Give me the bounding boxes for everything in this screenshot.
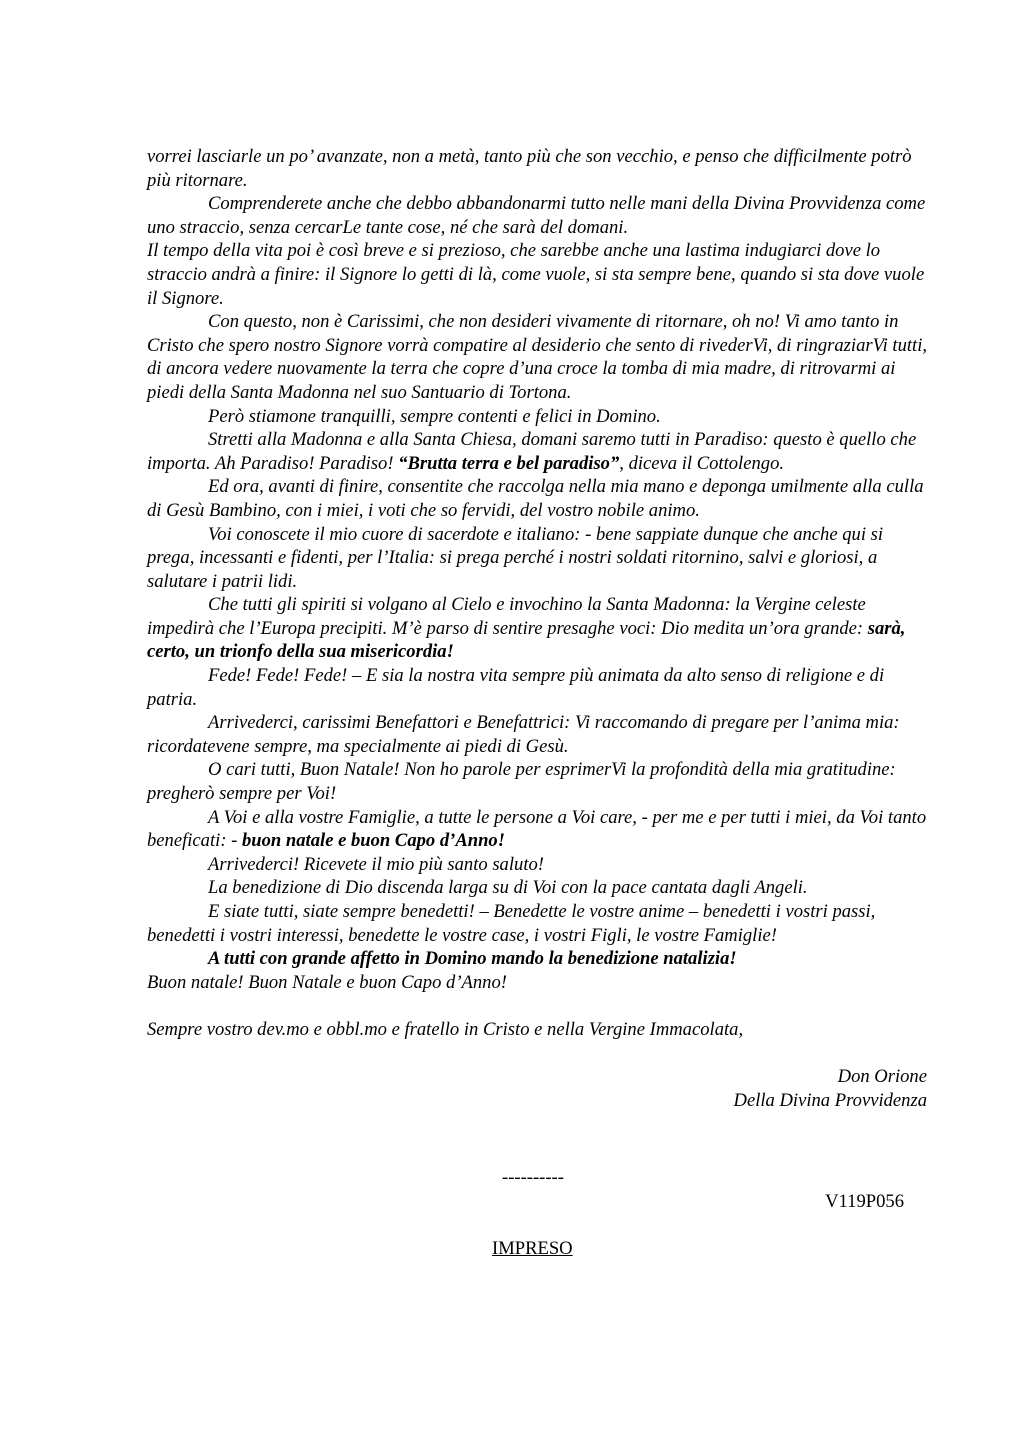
paragraph-5: Però stiamone tranquilli, sempre contenti e felici in Domino. <box>208 405 661 427</box>
paragraph-14: Arrivederci! Ricevete il mio più santo saluto! <box>208 853 544 875</box>
paragraph-13 <box>147 806 927 853</box>
paragraph-7: Ed ora, avanti di finire, consentite che raccolga nella mia mano e deponga umilmente alla culla di Gesù Bambino, con i miei, i voti che so fervidi, del vostro nobile animo. <box>147 476 924 521</box>
signature-title: Della Divina Provvidenza <box>733 1089 927 1111</box>
paragraph-9 <box>147 593 927 664</box>
paragraph-10: Fede! Fede! Fede! – E sia la nostra vita sempre più animata da alto senso di religione e di patria. <box>147 665 885 710</box>
paragraph-1: vorrei lasciarle un po’ avanzate, non a metà, tanto più che son vecchio, e penso che difficilmente potrò più ritornare. <box>147 146 912 191</box>
paragraph-9-text-a: Che tutti gli spiriti si volgano al Cielo e invochino la Santa Madonna: la Vergine celeste impedirà che l’Europa precipiti. M’è parso di sentire presaghe voci: Dio medita un’ora grande: <box>147 594 868 639</box>
paragraph-6-quote: “Brutta terra e bel paradiso” <box>398 452 620 474</box>
paragraph-2: Comprenderete anche che debbo abbandonarmi tutto nelle mani della Divina Provvidenza come uno straccio, senza cercarLe tante cose, né che sarà del domani. <box>147 193 926 238</box>
paragraph-6-text-a: Stretti alla Madonna e alla Santa Chiesa, domani saremo tutti in Paradiso: questo è quello che importa. Ah Paradiso! Paradiso! <box>147 429 917 474</box>
paragraph-9-bold: sarà, certo, un trionfo della sua misericordia! <box>147 617 906 663</box>
section-heading: IMPRESO <box>492 1238 573 1259</box>
letter-body <box>147 145 927 1112</box>
paragraph-13-text-a: A Voi e alla vostre Famiglie, a tutte le persone a Voi care, - per me e per tutti i miei, da Voi tanto beneficati: - <box>147 806 927 852</box>
paragraph-15: La benedizione di Dio discenda larga su di Voi con la pace cantata dagli Angeli. <box>208 877 808 899</box>
paragraph-13-bold: buon natale e buon Capo d’Anno! <box>242 830 505 852</box>
paragraph-6 <box>147 428 927 475</box>
paragraph-18: Buon natale! Buon Natale e buon Capo d’Anno! <box>147 971 507 993</box>
closing-line: Sempre vostro dev.mo e obbl.mo e fratello in Cristo e nella Vergine Immacolata, <box>147 1018 744 1040</box>
signature-name: Don Orione <box>837 1066 927 1088</box>
paragraph-6-text-c: , diceva il Cottolengo. <box>619 452 785 474</box>
separator-line: ---------- <box>502 1167 564 1188</box>
paragraph-11: Arrivederci, carissimi Benefattori e Benefattrici: Vi raccomando di pregare per l’anima mia: ricordatevene sempre, ma specialmente ai piedi di Gesù. <box>147 712 900 757</box>
paragraph-4: Con questo, non è Carissimi, che non desideri vivamente di ritornare, oh no! Vi amo tanto in Cristo che spero nostro Signore vorrà compatire al desiderio che sento di rivederVi, di ringraziarVi tutti, di ancora vedere nuovamente la terra che copre d’una croce la tomba di mia madre, di ritrovarmi ai piedi della Santa Madonna nel suo Santuario di Tortona. <box>147 311 928 403</box>
paragraph-3: Il tempo della vita poi è così breve e si prezioso, che sarebbe anche una lastima indugiarci dove lo straccio andrà a finire: il Signore lo getti di là, come vuole, si sta sempre bene, quando si sta dove vuole il Signore. <box>147 240 925 309</box>
paragraph-8: Voi conoscete il mio cuore di sacerdote e italiano: - bene sappiate dunque che anche qui si prega, incessanti e fidenti, per l’Italia: si prega perché i nostri soldati ritornino, salvi e gloriosi, a salutare i patrii lidi. <box>147 523 884 592</box>
paragraph-12: O cari tutti, Buon Natale! Non ho parole per esprimerVi la profondità della mia gratitudine: pregherò sempre per Voi! <box>147 759 896 805</box>
document-code: V119P056 <box>825 1191 904 1212</box>
paragraph-16: E siate tutti, siate sempre benedetti! – Benedette le vostre anime – benedetti i vostri passi, benedetti i vostri interessi, benedette le vostre case, i vostri Figli, le vostre Famiglie! <box>147 901 876 946</box>
blank-line <box>147 994 927 1018</box>
blank-line <box>147 1042 927 1066</box>
paragraph-17: A tutti con grande affetto in Domino mando la benedizione natalizia! <box>208 948 737 970</box>
